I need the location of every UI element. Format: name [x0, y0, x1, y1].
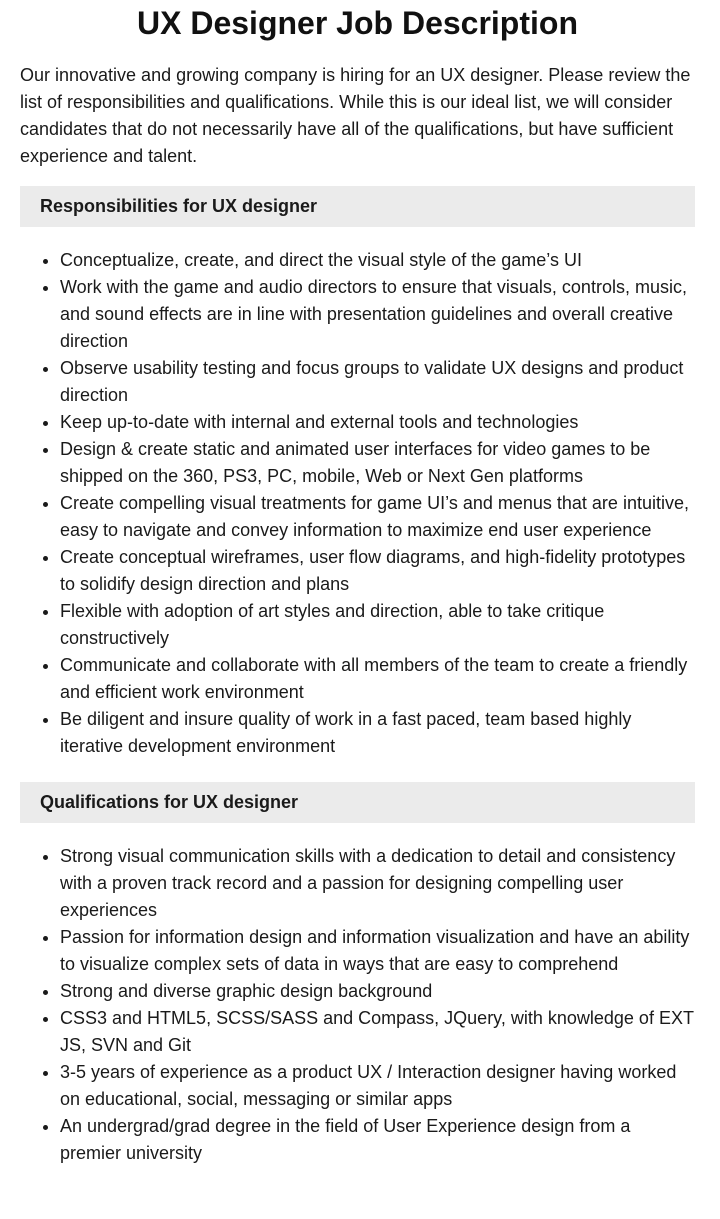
responsibilities-list — [20, 247, 695, 760]
list-item: • An undergrad/grad degree in the field of User Experience design from a premier university — [60, 1113, 695, 1167]
page-title: UX Designer Job Description — [137, 5, 578, 41]
list-item: • Work with the game and audio directors to ensure that visuals, controls, music, and sound effects are in line with presentation guidelines and overall creative direction — [60, 274, 695, 355]
list-item: • Strong visual communication skills with a dedication to detail and consistency with a proven track record and a passion for designing compelling user experiences — [60, 843, 695, 924]
list-item: • Create compelling visual treatments for game UI’s and menus that are intuitive, easy to navigate and convey information to maximize end user experience — [60, 490, 695, 544]
qualifications-list — [20, 843, 695, 1167]
list-item: • Flexible with adoption of art styles and direction, able to take critique constructively — [60, 598, 695, 652]
list-item: • Passion for information design and information visualization and have an ability to visualize complex sets of data in ways that are easy to comprehend — [60, 924, 695, 978]
qualifications-heading: Qualifications for UX designer — [20, 782, 695, 823]
list-item: • Strong and diverse graphic design background — [60, 978, 695, 1005]
responsibilities-heading: Responsibilities for UX designer — [20, 186, 695, 227]
list-item: • Observe usability testing and focus groups to validate UX designs and product direction — [60, 355, 695, 409]
sections — [20, 186, 695, 1167]
list-item: • Communicate and collaborate with all members of the team to create a friendly and efficient work environment — [60, 652, 695, 706]
list-item: • Create conceptual wireframes, user flow diagrams, and high-fidelity prototypes to solidify design direction and plans — [60, 544, 695, 598]
list-item: • Design & create static and animated user interfaces for video games to be shipped on the 360, PS3, PC, mobile, Web or Next Gen platforms — [60, 436, 695, 490]
list-item: • CSS3 and HTML5, SCSS/SASS and Compass, JQuery, with knowledge of EXT JS, SVN and Git — [60, 1005, 695, 1059]
list-item: • Be diligent and insure quality of work in a fast paced, team based highly iterative development environment — [60, 706, 695, 760]
list-item: • Keep up-to-date with internal and external tools and technologies — [60, 409, 695, 436]
list-item: • 3-5 years of experience as a product UX / Interaction designer having worked on educational, social, messaging or similar apps — [60, 1059, 695, 1113]
intro-paragraph: Our innovative and growing company is hiring for an UX designer. Please review the list of responsibilities and qualifications. While this is our ideal list, we will consider candidates that do not necessarily have all of the qualifications, but have sufficient experience and talent. — [20, 65, 691, 166]
list-item: • Conceptualize, create, and direct the visual style of the game’s UI — [60, 247, 695, 274]
